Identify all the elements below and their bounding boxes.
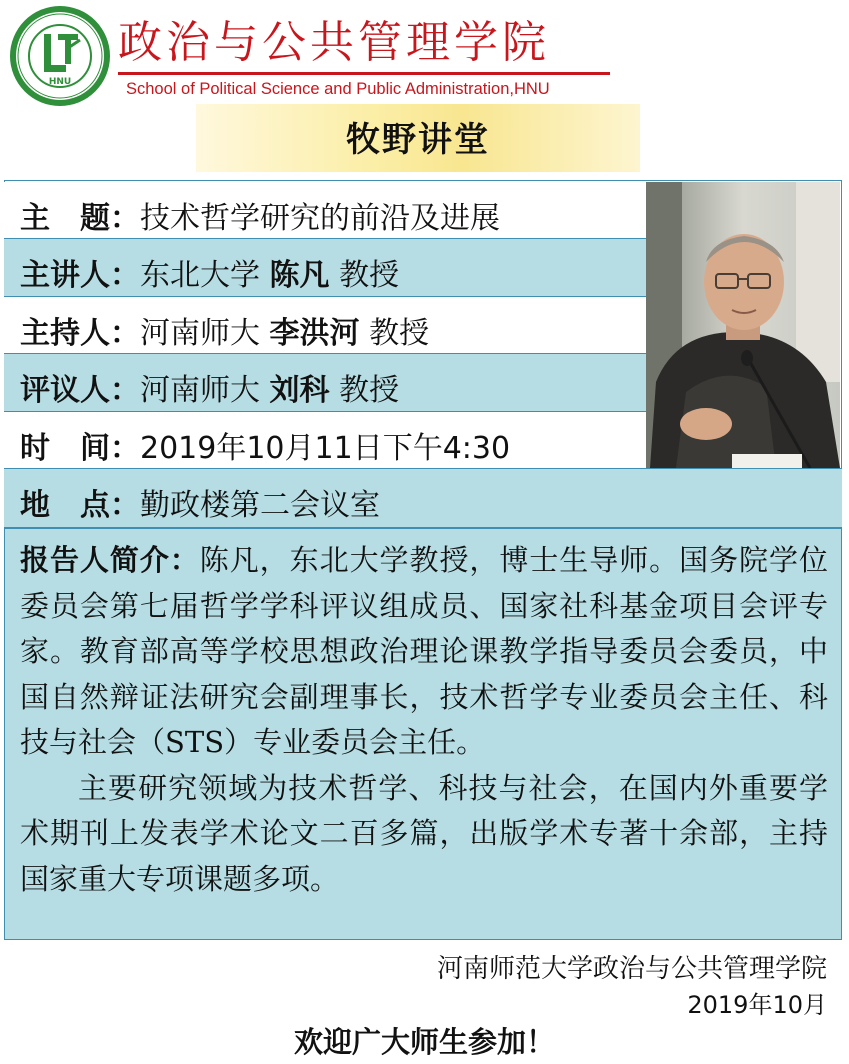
header-divider (118, 72, 610, 75)
reviewer-title: 教授 (329, 373, 400, 408)
host-label: 主持人： (20, 316, 140, 351)
school-logo (8, 4, 112, 108)
bio-text (20, 538, 828, 902)
banner-title: 牧野讲堂 (346, 120, 490, 160)
row-speaker (4, 239, 646, 297)
speaker-photo (646, 182, 840, 468)
row-reviewer (4, 354, 646, 412)
issue-date: 2019年10月 (687, 991, 827, 1019)
row-topic (4, 182, 646, 240)
place-value: 勤政楼第二会议室 (140, 488, 380, 523)
reviewer-name: 刘科 (269, 373, 330, 408)
reviewer-label: 评议人： (20, 373, 140, 408)
bio-paragraph-1 (20, 538, 828, 766)
time-label: 时 间： (20, 431, 140, 466)
speaker-name: 陈凡 (269, 258, 330, 293)
topic-label: 主 题： (20, 201, 140, 236)
school-name-cn: 政治与公共管理学院 (118, 17, 550, 68)
host-name: 李洪河 (269, 316, 360, 351)
host-org: 河南师大 (140, 316, 270, 351)
row-time (4, 412, 646, 470)
speaker-title: 教授 (329, 258, 400, 293)
welcome-message: 欢迎广大师生参加！ (293, 1025, 555, 1059)
place-label: 地 点： (20, 488, 140, 523)
reviewer-org: 河南师大 (140, 373, 270, 408)
school-name-en: School of Political Science and Public Administration,HNU (126, 80, 550, 98)
bio-p1: 陈凡，东北大学教授，博士生导师。国务院学位委员会第七届哲学学科评议组成员、国家社科基金项目会评专家。教育部高等学校思想政治理论课教学指导委员会委员，中国自然辩证法研究会副理事长，技术哲学专业委员会主任、科技与社会（STS）专业委员会主任。 (20, 543, 828, 759)
bio-label: 报告人简介： (20, 543, 200, 577)
topic-value: 技术哲学研究的前沿及进展 (140, 201, 500, 236)
organizer: 河南师范大学政治与公共管理学院 (436, 954, 827, 984)
speaker-label: 主讲人： (20, 258, 140, 293)
speaker-org: 东北大学 (140, 258, 270, 293)
row-place (4, 469, 842, 528)
svg-text:HNU: HNU (48, 77, 72, 87)
bio-paragraph-2: 主要研究领域为技术哲学、科技与社会，在国内外重要学术期刊上发表学术论文二百多篇，出版学术专著十余部，主持国家重大专项课题多项。 (20, 770, 828, 896)
time-value: 2019年10月11日下午4:30 (140, 431, 511, 466)
host-title: 教授 (359, 316, 430, 351)
row-host (4, 297, 646, 355)
